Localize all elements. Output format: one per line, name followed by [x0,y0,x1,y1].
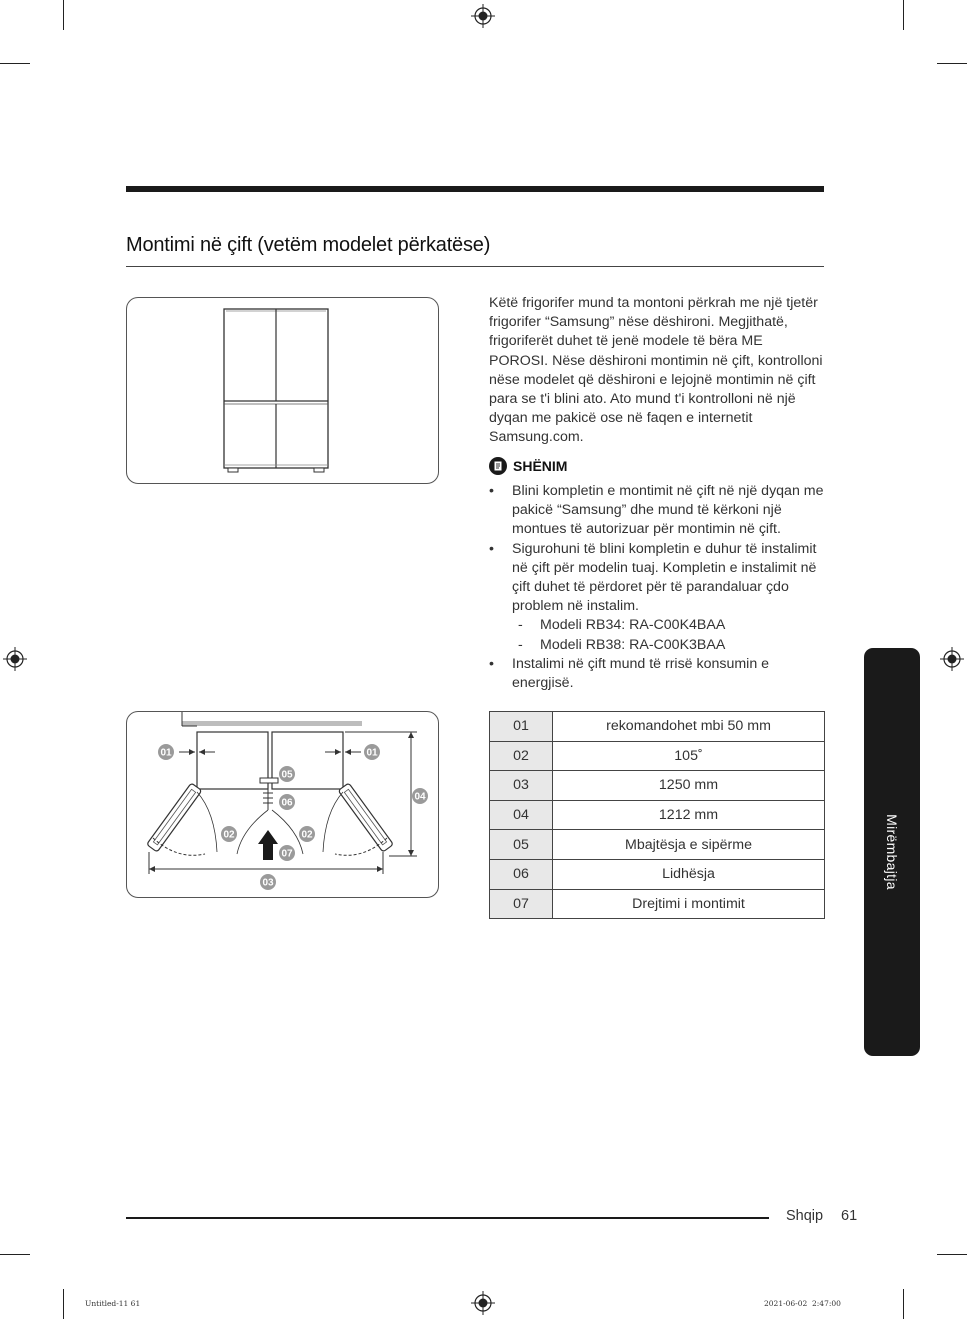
table-cell-code: 04 [490,800,553,830]
fridge-front-figure [126,297,439,484]
registration-mark-left [3,647,27,671]
svg-text:03: 03 [262,877,274,889]
table-cell-desc: 105˚ [553,741,825,771]
table-cell-desc: Drejtimi i montimit [553,889,825,919]
model-item-text: Modeli RB38: RA-C00K3BAA [540,636,726,653]
footer-language: Shqip [786,1208,824,1224]
svg-text:06: 06 [281,797,293,809]
note-heading [489,457,567,475]
table-row [490,889,825,919]
list-item-text: Sigurohuni të blini kompletin e duhur të instalimit në çift për modelin tuaj. Kompletin e instalimit në çift duhet të përdoret për të parandaluar çdo problem në instalim. [512,540,817,615]
svg-text:04: 04 [414,791,426,803]
table-cell-desc: 1250 mm [553,771,825,801]
table-cell-desc: 1212 mm [553,800,825,830]
label-badge-01-left [158,744,174,760]
label-badge-02-left [221,826,237,842]
footer-rule [126,1217,769,1219]
print-slug-date: 2021-06-02 ￼￼ 2:47:00 [764,1299,841,1308]
table-row [490,771,825,801]
section-title: Montimi në çift (vetëm modelet përkatëse) [126,234,491,256]
list-item-text: Instalimi në çift mund të rrisë konsumin e energjisë. [512,655,770,692]
fridge-front-illustration [127,298,438,483]
label-badge-06 [279,794,295,810]
table-row [490,830,825,860]
note-list [489,482,824,693]
title-divider [126,266,824,267]
table-cell-code: 06 [490,859,553,889]
table-cell-code: 05 [490,830,553,860]
list-item: • Instalimi në çift mund të rrisë konsumin e energjisë. [489,655,770,692]
table-cell-code: 01 [490,712,553,742]
chapter-side-tab-label: Mirëmbajtja [884,814,900,890]
label-badge-07 [279,845,295,861]
installation-diagram-figure [126,711,439,898]
label-badge-01-right [364,744,380,760]
table-row [490,800,825,830]
list-item: • Blini kompletin e montimit në çift në një dyqan me pakicë “Samsung” dhe mund të kërkoni një montues të autorizuar për montimin në çift. [489,483,824,538]
model-item-text: Modeli RB34: RA-C00K4BAA [540,617,726,634]
svg-text:01: 01 [160,747,172,759]
label-badge-03 [260,874,276,890]
list-item-text: Blini kompletin e montimit në çift në një dyqan me pakicë “Samsung” dhe mund të kërkoni një montues të autorizuar për montimin në çift. [512,483,824,538]
label-badge-02-right [299,826,315,842]
label-badge-05 [279,766,295,782]
note-icon [489,457,507,475]
table-cell-code: 07 [490,889,553,919]
table-cell-desc: Mbajtësja e sipërme [553,830,825,860]
table-row [490,859,825,889]
svg-text:01: 01 [366,747,378,759]
table-row [490,712,825,742]
installation-diagram [127,712,438,897]
svg-text:07: 07 [281,848,293,860]
model-item: - Modeli RB34: RA-C00K4BAA [518,617,726,634]
label-badge-04 [412,788,428,804]
print-slug-file: Untitled-11 61 [85,1299,141,1308]
registration-mark-right [940,647,964,671]
table-row [490,741,825,771]
page-number: 61 [841,1208,858,1224]
svg-text:02: 02 [301,829,313,841]
intro-paragraph: Këtë frigorifer mund ta montoni përkrah me një tjetër frigorifer “Samsung” nëse dëshironi. Megjithatë, frigoriferët duhet të jenë modele të bëra ME POROSI. Nëse dëshironi montimin në çift, kontrolloni nëse modelet që dëshironi e lejojnë montimin në çift para se t'i blini ato. Ato mund t'i kontrolloni në një dyqan me pakicë ose në faqen e internetit Samsung.com. [489,295,823,446]
model-item: - Modeli RB38: RA-C00K3BAA [518,636,726,653]
registration-mark-top [471,4,495,28]
top-rule [126,186,824,192]
note-heading-label: SHËNIM [513,458,568,474]
list-item: • Sigurohuni të blini kompletin e duhur të instalimit në çift për modelin tuaj. Kompletin e instalimit në çift duhet të përdoret për të parandaluar çdo problem në instalim. [489,540,817,615]
svg-text:02: 02 [223,829,235,841]
table-cell-desc: Lidhësja [553,859,825,889]
table-cell-code: 02 [490,741,553,771]
svg-text:05: 05 [281,769,293,781]
table-cell-desc: rekomandohet mbi 50 mm [553,712,825,742]
registration-mark-bottom [471,1291,495,1315]
table-cell-code: 03 [490,771,553,801]
spec-table [489,711,825,919]
